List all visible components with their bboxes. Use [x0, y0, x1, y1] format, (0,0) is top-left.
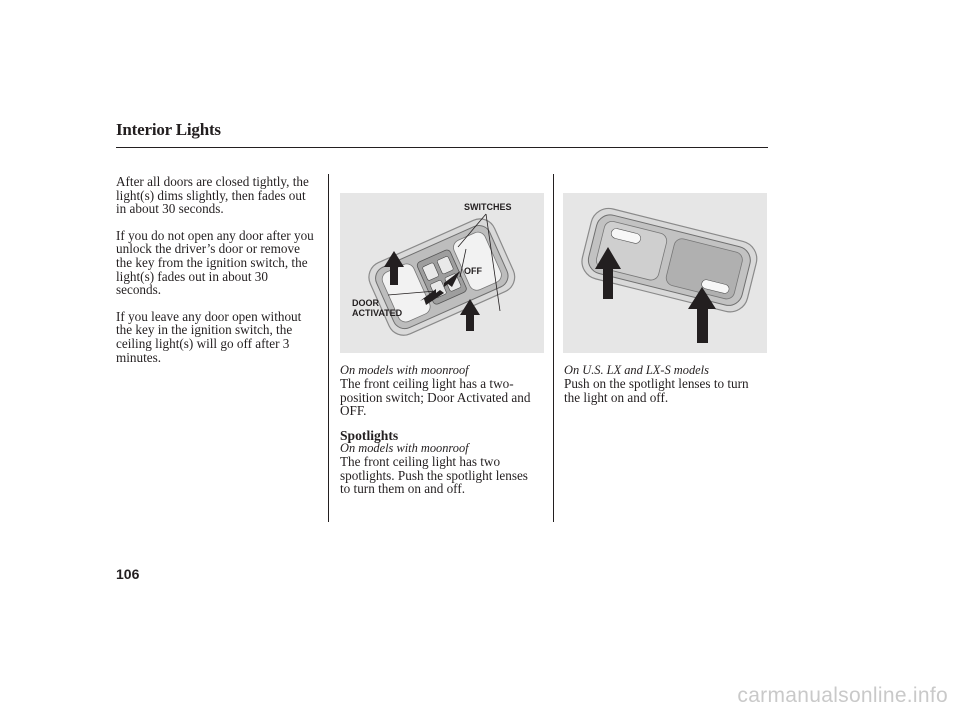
- label-door-activated: DOOR ACTIVATED: [352, 298, 403, 318]
- section-title: Interior Lights: [116, 120, 221, 139]
- subheading-spotlights: Spotlights: [340, 428, 399, 443]
- caption-us-lx-models: On U.S. LX and LX-S models: [564, 363, 709, 377]
- page-number: 106: [116, 566, 140, 582]
- watermark: carmanualsonline.info: [737, 684, 948, 707]
- left-column: [116, 175, 321, 364]
- paragraph-push-spotlight: Push on the spotlight lenses to turn the light on and off.: [564, 376, 749, 405]
- caption-moonroof-2: On models with moonroof: [340, 441, 469, 455]
- column-divider-right: [553, 174, 554, 522]
- caption-moonroof-1: On models with moonroof: [340, 363, 469, 377]
- paragraph-two-position-switch: The front ceiling light has a two- position switch; Door Activated and OFF.: [340, 376, 531, 419]
- paragraph-no-door-opened: If you do not open any door after you unlock the driver’s door or remove the key from the ignition switch, the light(s) fades out in about 30 seconds.: [116, 227, 314, 298]
- paragraph-doors-closed: After all doors are closed tightly, the light(s) dims slightly, then fades out in about 30 seconds.: [116, 174, 309, 217]
- ceiling-light-lx-illustration: [563, 193, 767, 353]
- ceiling-light-moonroof-illustration: [340, 193, 544, 353]
- paragraph-two-spotlights: The front ceiling light has two spotlights. Push the spotlight lenses to turn them on and off.: [340, 454, 528, 497]
- column-divider-left: [328, 174, 329, 522]
- label-off: OFF: [464, 266, 482, 276]
- label-switches: SWITCHES: [464, 202, 512, 212]
- ceiling-light-lx-figure: [563, 193, 767, 353]
- ceiling-light-moonroof-figure: [340, 193, 544, 353]
- header-rule: [116, 147, 768, 148]
- paragraph-door-left-open: If you leave any door open without the key in the ignition switch, the ceiling light(s) will go off after 3 minutes.: [116, 308, 302, 365]
